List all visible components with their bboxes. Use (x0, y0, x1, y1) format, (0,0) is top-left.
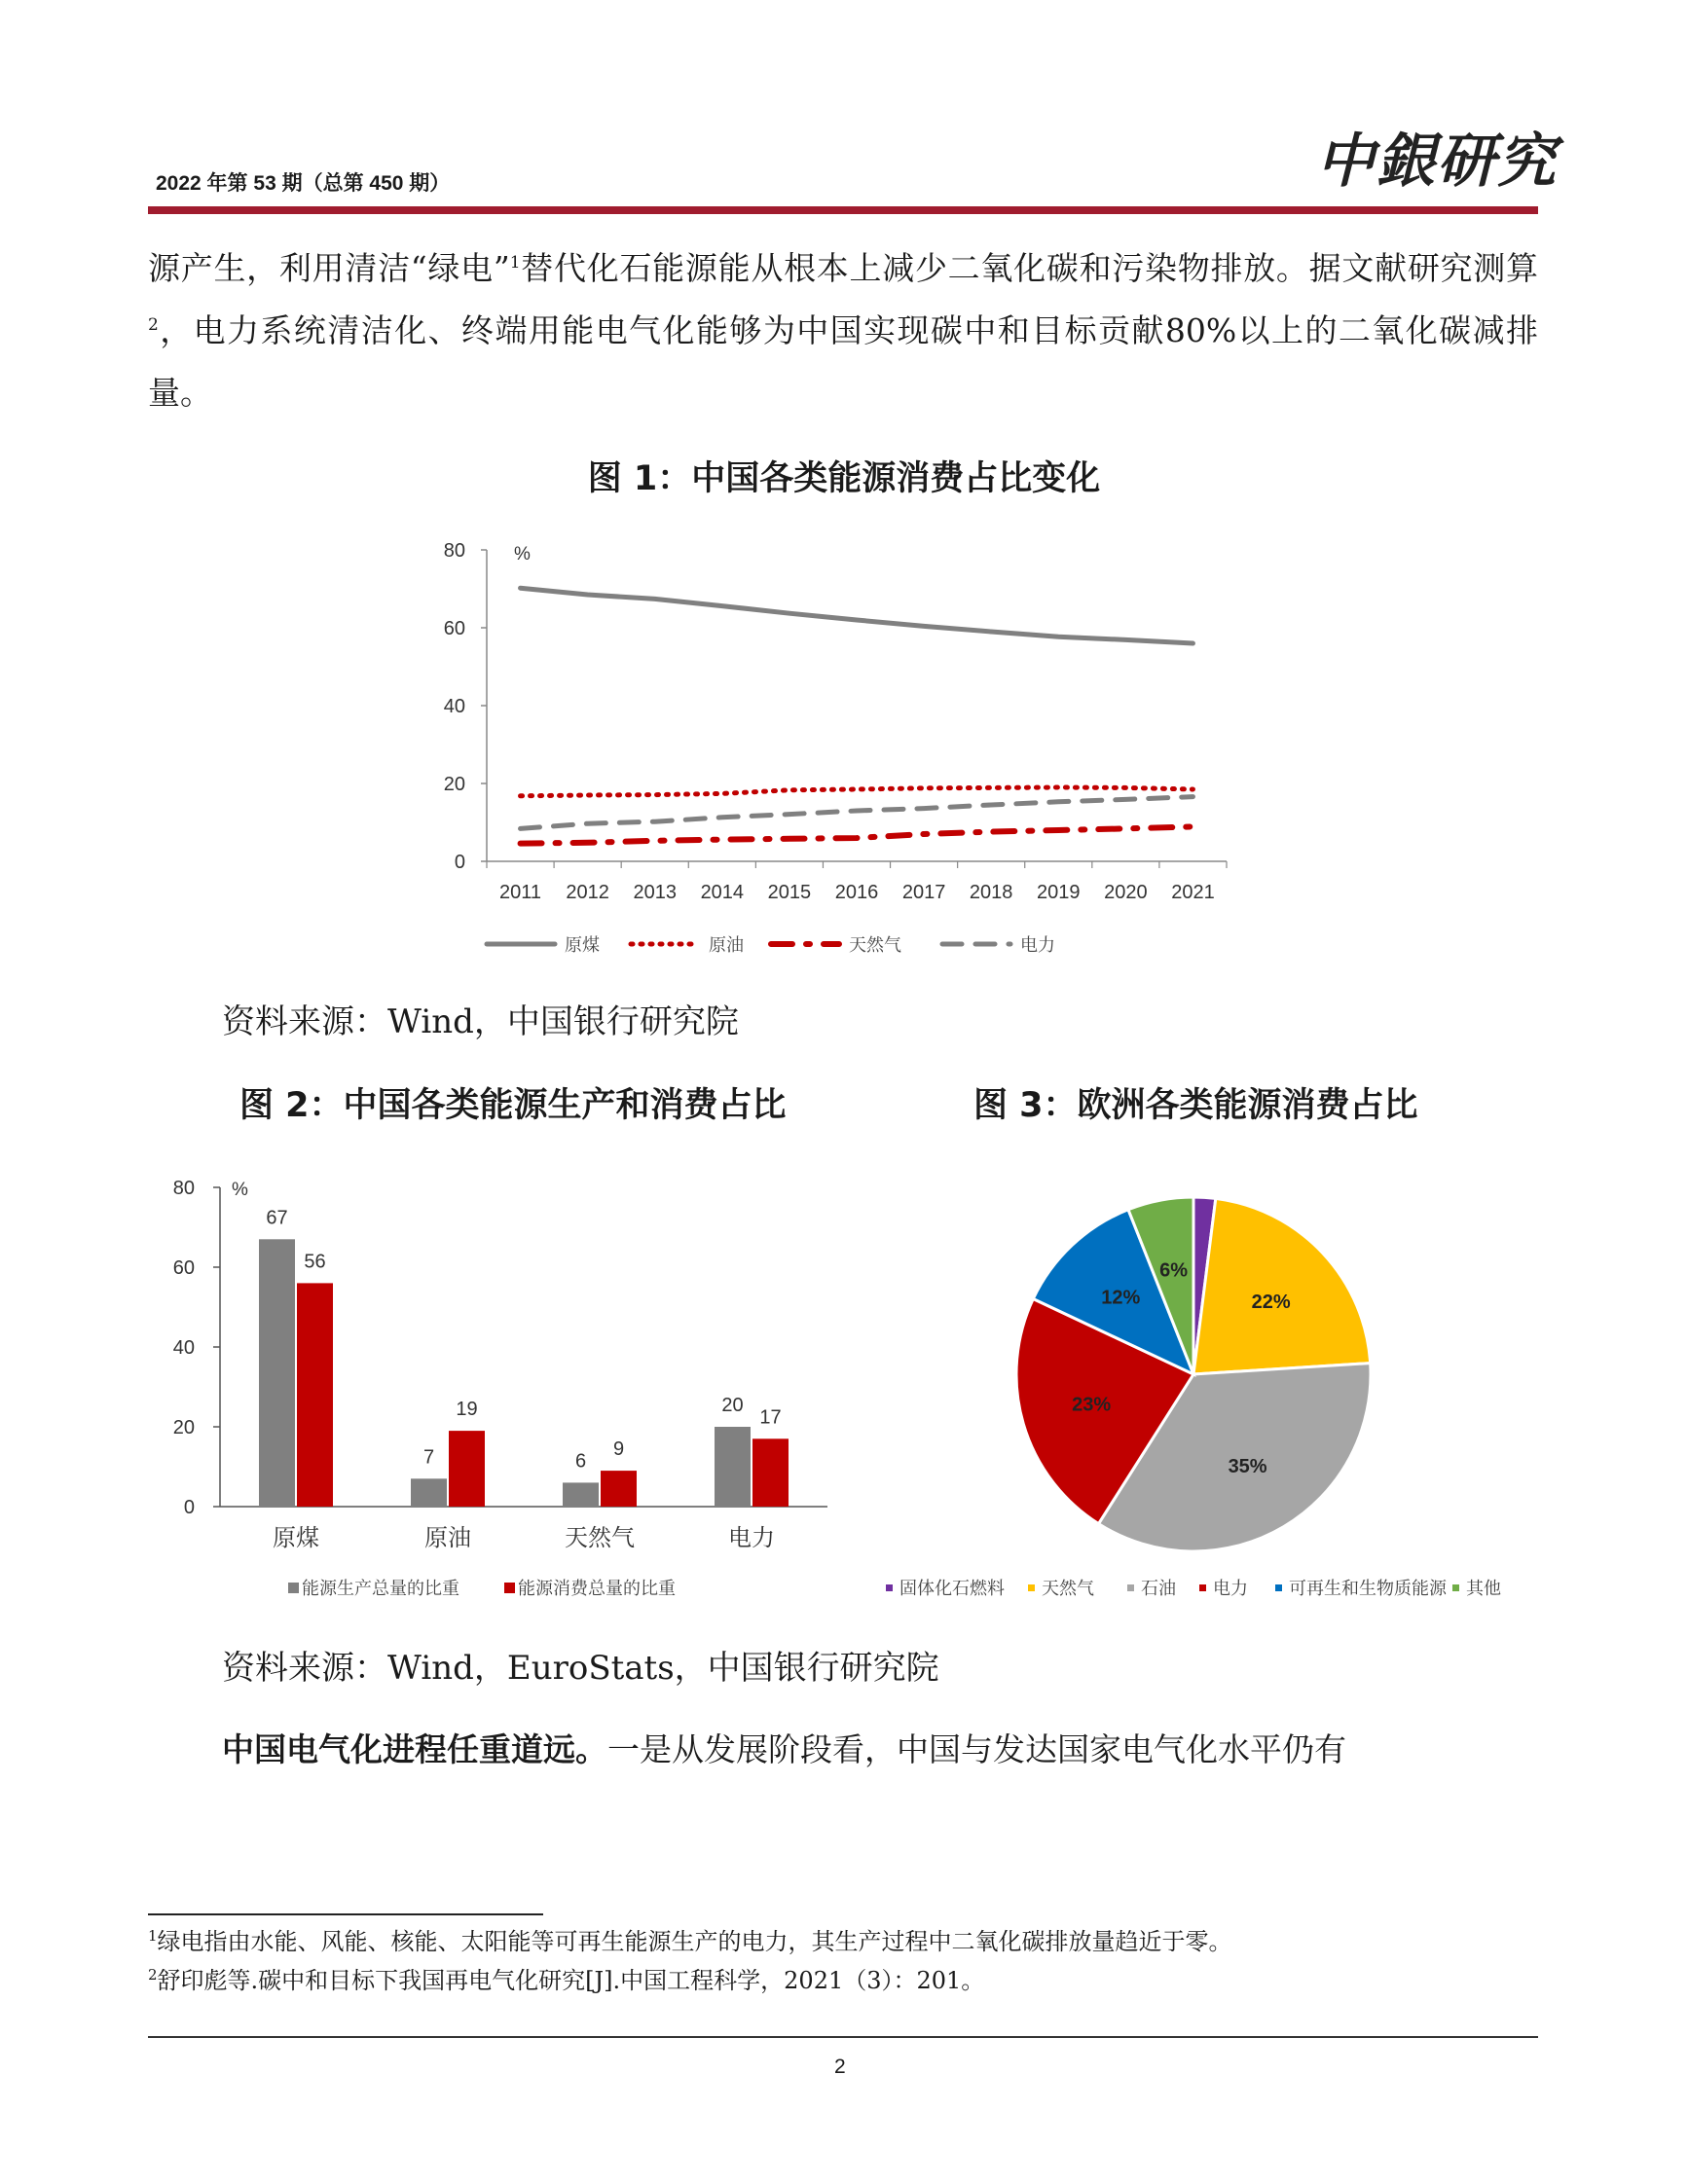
x-tick-label: 2014 (700, 882, 745, 903)
y-tick-label: 80 (172, 1178, 195, 1199)
y-unit-label: % (232, 1180, 248, 1200)
series-line-原油 (521, 787, 1193, 796)
pie-slice-天然气 (1193, 1198, 1371, 1374)
y-tick-label: 60 (172, 1257, 195, 1279)
legend-label: 石油 (1141, 1579, 1176, 1598)
para2-lead: 中国电气化进程任重道远。 (222, 1730, 607, 1768)
legend-label: 电力 (1020, 935, 1055, 955)
legend-label: 原油 (709, 935, 744, 955)
fig23-source: 资料来源：Wind，EuroStats，中国银行研究院 (222, 1649, 939, 1688)
footnote-ref-2[interactable]: 2 (148, 315, 159, 335)
issue-label: 2022 年第 53 期（总第 450 期） (156, 172, 451, 195)
y-tick-label: 0 (454, 852, 465, 873)
footnote-1: $^1$绿电指由水能、风能、核能、太阳能等可再生能源生产的电力，其生产过程中二氧化碳排放量趋近于零。 (148, 1927, 1232, 1955)
legend-label: 能源生产总量的比重 (302, 1579, 459, 1598)
fig2-bar-chart (146, 1158, 847, 1606)
x-category-label: 天然气 (565, 1525, 635, 1551)
x-tick-label: 2011 (499, 882, 542, 903)
x-tick-label: 2013 (633, 882, 677, 903)
fig3-pie-chart (857, 1158, 1558, 1606)
bar-原油-1 (449, 1431, 485, 1507)
y-tick-label: 20 (443, 774, 465, 795)
x-category-label: 电力 (728, 1525, 775, 1551)
fig1-caption: 图 1：中国各类能源消费占比变化 (587, 459, 1101, 498)
x-tick-label: 2018 (969, 882, 1013, 903)
header-divider (148, 206, 1538, 214)
bar-天然气-1 (601, 1471, 637, 1507)
legend-swatch (1127, 1584, 1134, 1591)
pie-slice-label: 23% (1072, 1394, 1112, 1416)
x-category-label: 原煤 (273, 1525, 319, 1551)
bar-value-label: 20 (721, 1395, 744, 1416)
legend-label: 能源消费总量的比重 (518, 1579, 676, 1598)
y-unit-label: % (514, 544, 531, 564)
legend-label: 天然气 (1042, 1579, 1094, 1598)
legend-swatch (288, 1583, 299, 1593)
legend-label: 固体化石燃料 (899, 1579, 1005, 1598)
footer-divider (148, 2036, 1538, 2038)
fig1-line-chart (428, 526, 1266, 973)
x-tick-label: 2015 (767, 882, 812, 903)
bar-电力-0 (715, 1427, 751, 1507)
fig3-caption: 图 3：欧洲各类能源消费占比 (973, 1086, 1418, 1125)
bar-value-label: 56 (304, 1251, 326, 1273)
bar-电力-1 (752, 1438, 789, 1507)
series-line-天然气 (521, 826, 1193, 843)
pie-slice-label: 12% (1101, 1287, 1141, 1309)
legend-label: 其他 (1466, 1579, 1501, 1598)
body-paragraph-1: 源产生，利用清洁“绿电”$^1$替代化石能源能从根本上减少二氧化碳和污染物排放。据文献研究测算$^2$，电力系统清洁化、终端用能电气化能够为中国实现碳中和目标贡献80%以上的二氧化碳减排量。 (148, 249, 1539, 412)
body-paragraph-2: 中国电气化进程任重道远。一是从发展阶段看，中国与发达国家电气化水平仍有 (222, 1730, 1346, 1768)
legend-swatch (1199, 1584, 1206, 1591)
x-tick-label: 2019 (1037, 882, 1081, 903)
legend-swatch (886, 1584, 893, 1591)
y-tick-label: 40 (172, 1337, 195, 1359)
x-category-label: 原油 (424, 1525, 471, 1551)
legend-label: 原煤 (565, 935, 600, 955)
bar-原煤-0 (259, 1239, 295, 1507)
pie-slice-label: 35% (1228, 1455, 1267, 1477)
pie-slice-label: 22% (1251, 1292, 1291, 1314)
bar-原煤-1 (297, 1283, 333, 1507)
x-tick-label: 2012 (566, 882, 609, 903)
bar-value-label: 67 (266, 1207, 288, 1229)
x-tick-label: 2021 (1171, 882, 1215, 903)
legend-swatch (1028, 1584, 1035, 1591)
x-tick-label: 2016 (834, 882, 879, 903)
bar-原油-0 (411, 1478, 447, 1507)
y-tick-label: 40 (443, 696, 465, 717)
y-tick-label: 60 (443, 618, 465, 639)
series-line-电力 (521, 797, 1193, 829)
bar-value-label: 7 (422, 1446, 435, 1469)
y-tick-label: 20 (172, 1417, 195, 1438)
bar-value-label: 19 (456, 1399, 478, 1421)
y-tick-label: 80 (443, 540, 465, 562)
page-number: 2 (834, 2056, 846, 2078)
bar-value-label: 17 (759, 1406, 782, 1429)
bar-value-label: 9 (612, 1438, 625, 1461)
legend-label: 可再生和生物质能源 (1289, 1579, 1447, 1598)
series-line-原煤 (521, 588, 1193, 643)
x-tick-label: 2020 (1104, 882, 1148, 903)
legend-label: 电力 (1213, 1579, 1248, 1598)
bar-value-label: 6 (574, 1450, 587, 1473)
footnote-ref-1[interactable]: 1 (509, 253, 521, 273)
bar-天然气-0 (563, 1482, 599, 1507)
brand-logo: 中銀研究 (1316, 127, 1558, 196)
fig2-caption: 图 2：中国各类能源生产和消费占比 (239, 1086, 787, 1125)
legend-label: 天然气 (849, 935, 901, 955)
y-tick-label: 0 (183, 1497, 195, 1518)
legend-swatch (504, 1583, 515, 1593)
legend-swatch (1452, 1584, 1459, 1591)
x-tick-label: 2017 (901, 882, 946, 903)
pie-slice-label: 6% (1159, 1259, 1188, 1282)
footnote-2: $^2$舒印彪等.碳中和目标下我国再电气化研究[J].中国工程科学，2021（3）：201。 (148, 1966, 985, 1994)
fig1-source: 资料来源：Wind，中国银行研究院 (222, 1002, 739, 1041)
legend-swatch (1275, 1584, 1282, 1591)
footnote-divider (148, 1913, 543, 1915)
